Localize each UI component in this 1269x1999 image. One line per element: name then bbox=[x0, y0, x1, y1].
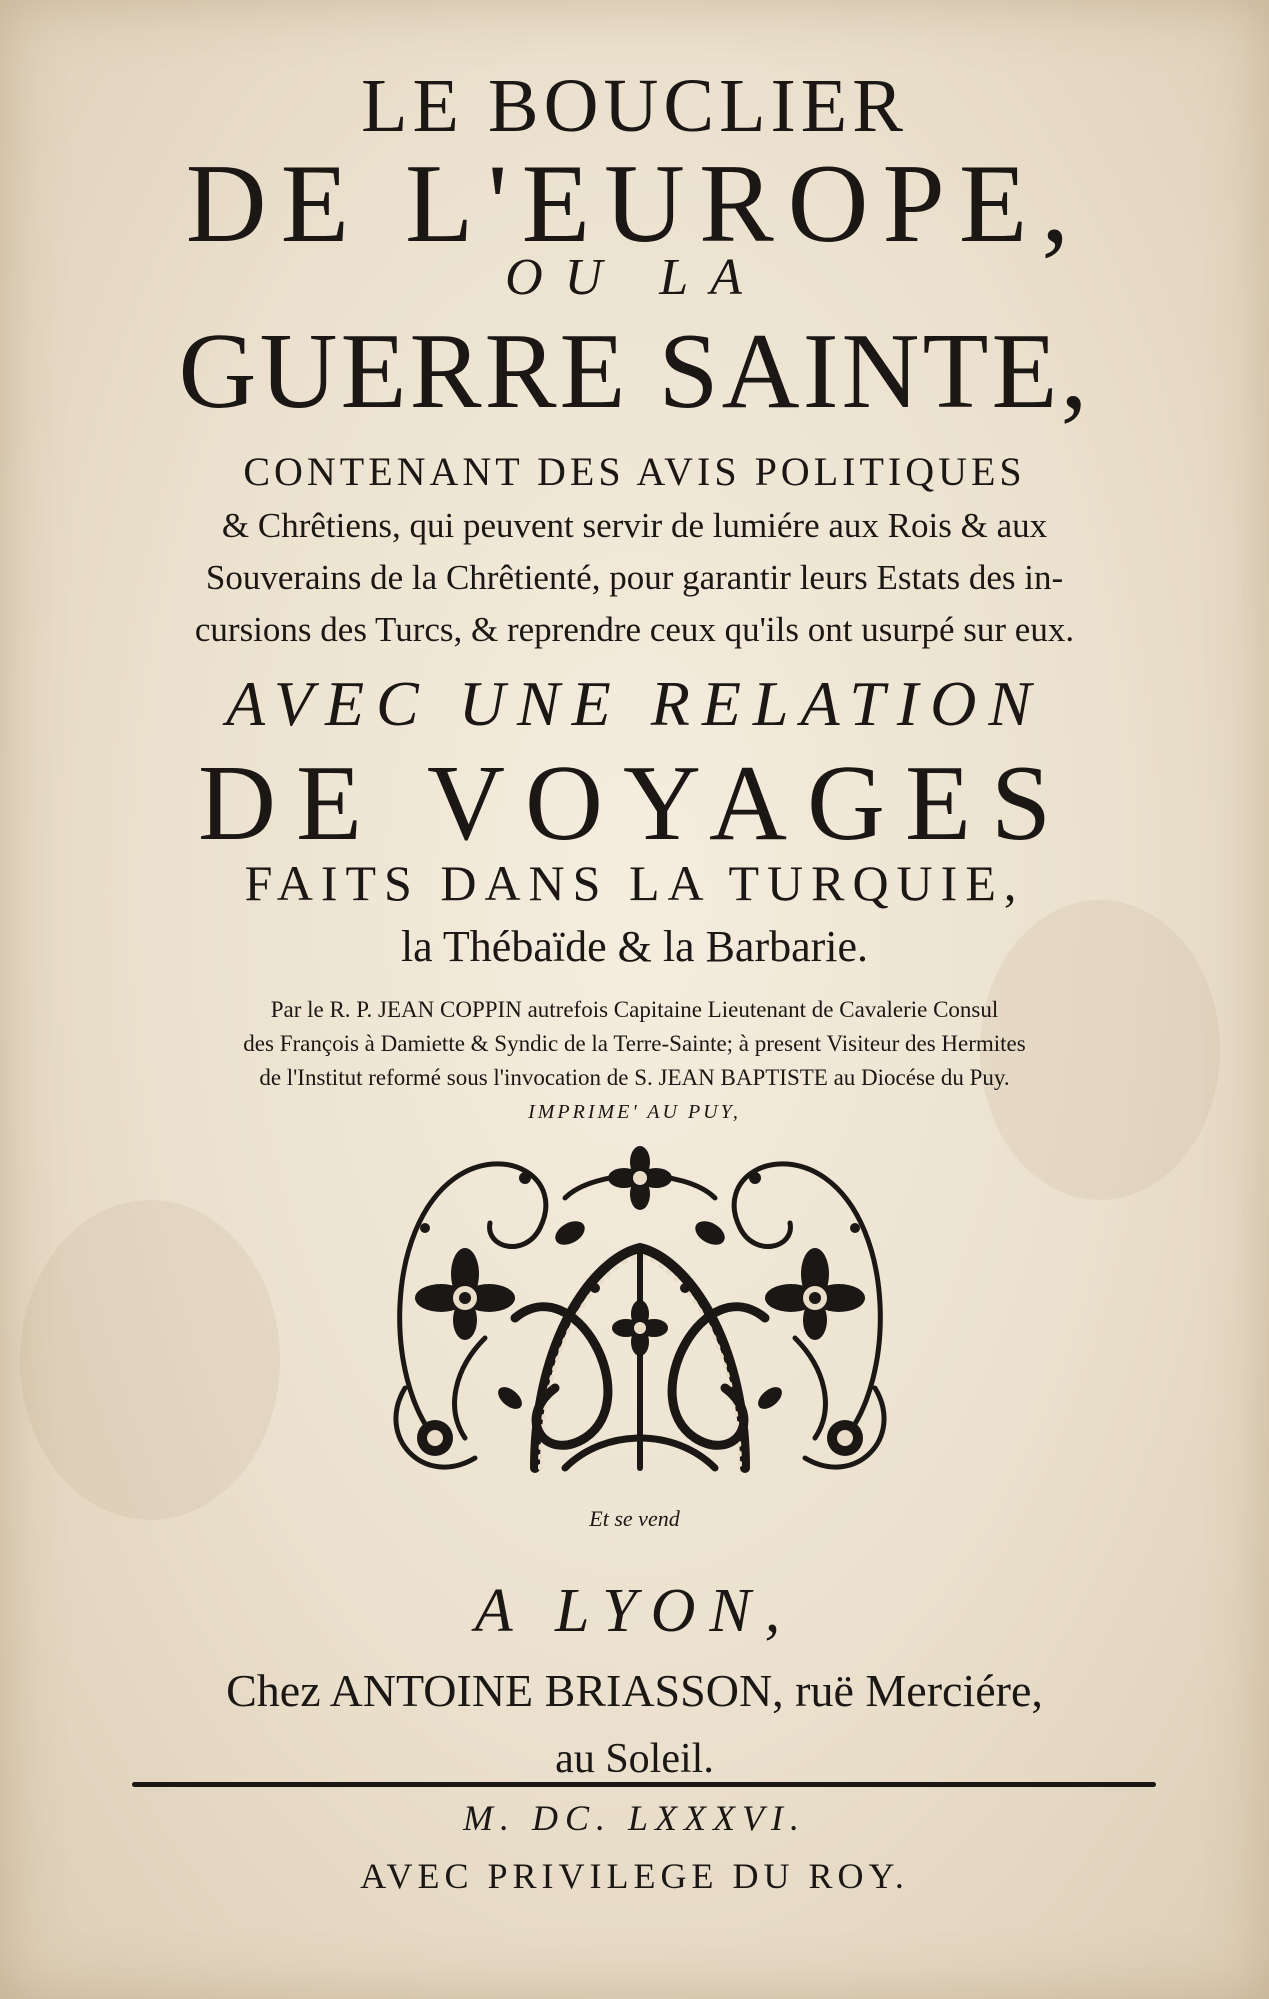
turquie-line: FAITS DANS LA TURQUIE, bbox=[244, 855, 1025, 911]
publisher-line: Chez ANTOINE BRIASSON, ruë Merciére, bbox=[226, 1665, 1043, 1716]
author-line-3: de l'Institut reformé sous l'invocation de S. JEAN BAPTISTE au Diocése du Puy. bbox=[259, 1065, 1010, 1090]
author-line-1: Par le R. P. JEAN COPPIN autrefois Capitaine Lieutenant de Cavalerie Consul bbox=[270, 997, 999, 1022]
subtitle-line-3: Souverains de la Chrêtienté, pour garantir leurs Estats des in- bbox=[205, 558, 1064, 597]
date-line: M. DC. LXXXVI. bbox=[463, 1798, 806, 1838]
sold-line: Et se vend bbox=[589, 1506, 680, 1531]
paper-stain bbox=[20, 1200, 280, 1520]
title-line-3: OU LA bbox=[505, 249, 764, 306]
title-line-1: LE BOUCLIER bbox=[361, 64, 908, 148]
author-line-2: des François à Damiette & Syndic de la Terre-Sainte; à present Visiteur des Hermites bbox=[243, 1031, 1026, 1056]
thebaide-line: la Thébaïde & la Barbarie. bbox=[400, 922, 869, 971]
relation-heading: AVEC UNE RELATION bbox=[225, 668, 1044, 739]
subtitle-line-1: CONTENANT DES AVIS POLITIQUES bbox=[243, 449, 1026, 494]
subtitle-line-4: cursions des Turcs, & reprendre ceux qu'ils ont usurpé sur eux. bbox=[194, 610, 1075, 649]
title-line-2: DE L'EUROPE, bbox=[185, 142, 1084, 266]
privilege-line: AVEC PRIVILEGE DU ROY. bbox=[360, 1856, 909, 1896]
title-line-4: GUERRE SAINTE, bbox=[178, 312, 1091, 431]
floral-monogram-ornament-icon bbox=[365, 1138, 915, 1498]
publisher-sign-line: au Soleil. bbox=[555, 1736, 714, 1782]
imprint-line: IMPRIME' AU PUY, bbox=[528, 1101, 741, 1123]
place-line: A LYON, bbox=[474, 1577, 795, 1645]
subtitle-line-2: & Chrêtiens, qui peuvent servir de lumiére aux Rois & aux bbox=[221, 506, 1048, 545]
voyages-heading: DE VOYAGES bbox=[197, 744, 1072, 863]
divider-rule bbox=[132, 1782, 1156, 1787]
